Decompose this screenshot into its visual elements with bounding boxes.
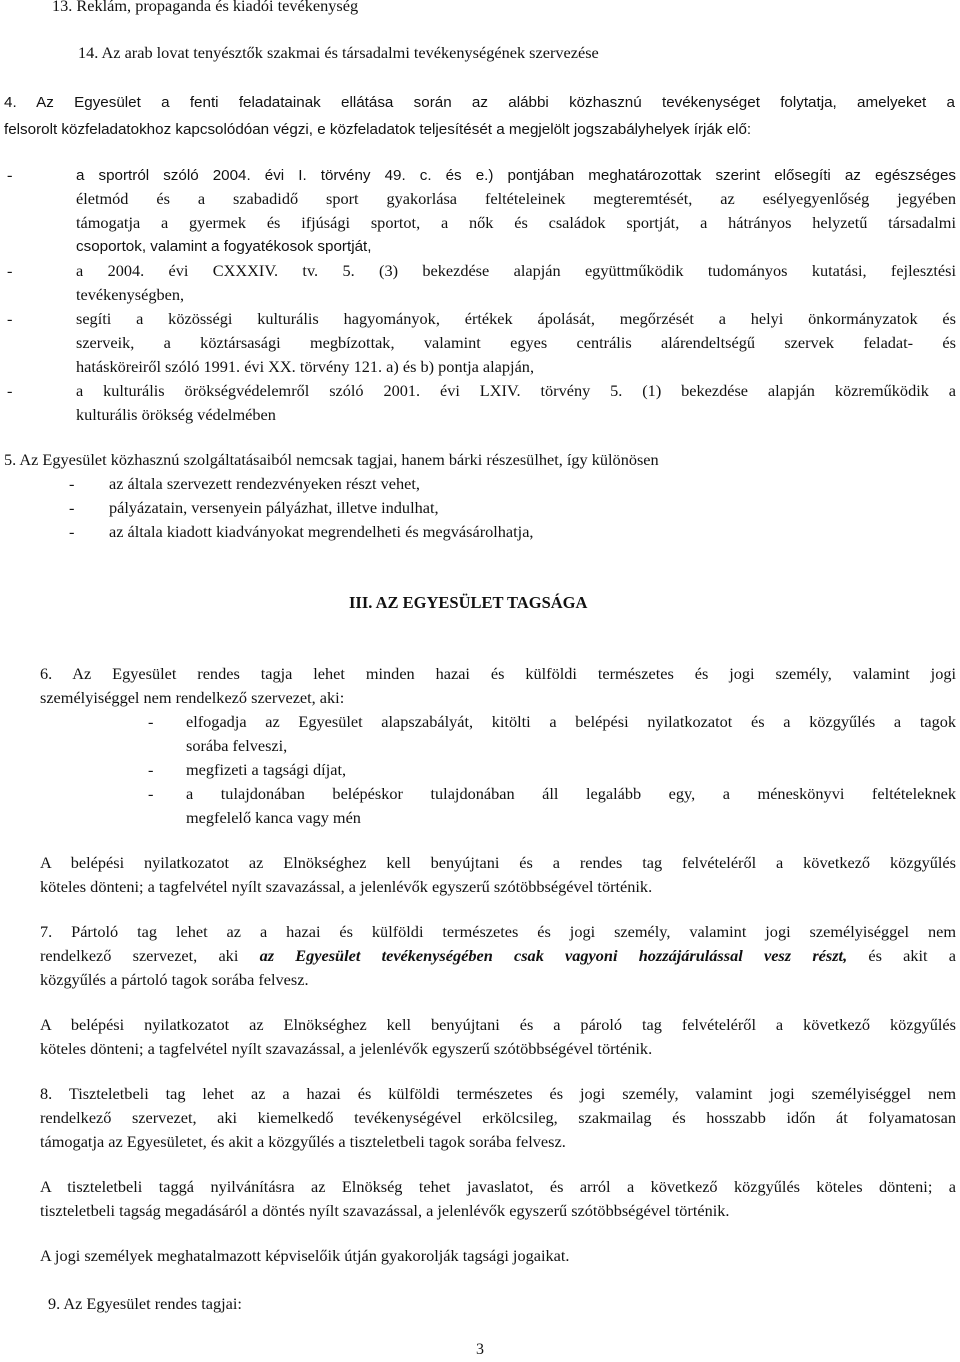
section-8-line-3: támogatja az Egyesületet, és akit a közgyűlés a tiszteletbeli tagok sorába felvesz. <box>40 1132 566 1151</box>
list-dash: - <box>69 498 75 517</box>
section-6-para-line-1: A belépési nyilatkozatot az Elnökséghez kell benyújtani és a rendes tag felvételéről a következő közgyűlés <box>40 853 956 872</box>
list-dash: - <box>7 381 13 400</box>
section-4-item-4-line-1: a kulturális örökségvédelemről szóló 2001. évi LXIV. törvény 5. (1) bekezdése alapján közreműködik a <box>76 381 956 400</box>
page-number: 3 <box>476 1341 484 1358</box>
section-6-para-line-2: köteles dönteni; a tagfelvétel nyílt szavazással, a jelenlévők egyszerű szótöbbségével történik. <box>40 877 653 896</box>
list-dash: - <box>69 474 75 493</box>
section-4-item-4-line-2: kulturális örökség védelmében <box>76 405 276 424</box>
section-4-item-1-line-4: csoportok, valamint a fogyatékosok sportját, <box>76 238 372 255</box>
section-6-line-2: személyiséggel nem rendelkező szervezet, aki: <box>40 688 345 707</box>
section-6-item-3-line-1: a tulajdonában belépéskor tulajdonában áll legalább egy, a méneskönyvi feltételeknek <box>186 784 956 803</box>
section-4-item-1-line-1: a sportról szóló 2004. évi I. törvény 49. c. és e.) pontjában meghatározottak szerint elősegíti az egészséges <box>76 167 956 184</box>
list-dash: - <box>69 522 75 541</box>
section-6-item-1-line-2: sorába felveszi, <box>186 736 288 755</box>
emphasis-text: az Egyesület tevékenységében csak vagyoni hozzájárulással vesz részt, <box>259 946 848 965</box>
list-dash: - <box>7 309 13 328</box>
section-7-line-1: 7. Pártoló tag lehet az a hazai és külföldi természetes és jogi személy, valamint jogi személyiséggel nem <box>40 922 956 941</box>
section-7-para-line-2: köteles dönteni; a tagfelvétel nyílt szavazással, a jelenlévők egyszerű szótöbbségével történik. <box>40 1039 653 1058</box>
section-4-item-1-line-3: támogatja a gyermek és ifjúsági sportot, a nők és családok sportját, a hátrányos helyzetű társadalmi <box>76 213 956 232</box>
section-4-item-2-line-2: tevékenységben, <box>76 285 185 304</box>
section-6-item-2-line-1: megfizeti a tagsági díjat, <box>186 760 347 779</box>
section-8-para-line-1: A tiszteletbeli taggá nyilvánításra az Elnökség tehet javaslatot, és arról a következő közgyűlés köteles dönteni; a <box>40 1177 956 1196</box>
section-5-item-3: az általa kiadott kiadványokat megrendelheti és megvásárolhatja, <box>109 522 534 541</box>
list-dash: - <box>7 165 13 184</box>
section-5-item-1: az általa szervezett rendezvényeken részt vehet, <box>109 474 420 493</box>
section-4-item-3-line-1: segíti a közösségi kulturális hagyományok, értékek ápolását, megőrzését a helyi önkormányzatok és <box>76 309 956 328</box>
section-4-item-3-line-3: hatásköreiről szóló 1991. évi XX. törvény 121. a) és b) pontja alapján, <box>76 357 535 376</box>
list-dash: - <box>148 712 154 731</box>
section-4-line-2: felsorolt közfeladatokhoz kapcsolódóan végzi, e közfeladatok teljesítését a megjelölt jogszabályhelyek írják elő: <box>4 121 752 138</box>
section-9-line: 9. Az Egyesület rendes tagjai: <box>48 1294 242 1313</box>
section-6-item-1-line-1: elfogadja az Egyesület alapszabályát, kitölti a belépési nyilatkozatot és a közgyűlés a tagok <box>186 712 956 731</box>
list-dash: - <box>148 784 154 803</box>
chapter-heading: III. AZ EGYESÜLET TAGSÁGA <box>349 593 588 612</box>
section-5-item-2: pályázatain, versenyein pályázhat, illetve indulhat, <box>109 498 439 517</box>
section-8-line-1: 8. Tiszteletbeli tag lehet az a hazai és külföldi természetes és jogi személy, valamint jogi személyiséggel nem <box>40 1084 956 1103</box>
section-7-line-3: közgyűlés a pártoló tagok sorába felvesz. <box>40 970 309 989</box>
section-8-para-line-2: tiszteletbeli tagság megadásáról a döntés nyílt szavazással, a jelenlévők egyszerű szótöbbségével történik. <box>40 1201 730 1220</box>
section-7-line-2: rendelkező szervezet, aki az Egyesület tevékenységében csak vagyoni hozzájárulással vesz részt, és akit a <box>40 946 956 965</box>
section-4-item-1-line-2: életmód és a szabadidő sport gyakorlása feltételeinek megteremtését, az esélyegyenlőség jegyében <box>76 189 956 208</box>
section-4-line-1: 4. Az Egyesület a fenti feladatainak ellátása során az alábbi közhasznú tevékenységet folytatja, amelyeket a <box>4 94 955 111</box>
section-7-para-line-1: A belépési nyilatkozatot az Elnökséghez kell benyújtani és a pároló tag felvételéről a következő közgyűlés <box>40 1015 956 1034</box>
list-dash: - <box>7 261 13 280</box>
section-6-item-3-line-2: megfelelő kanca vagy mén <box>186 808 361 827</box>
section-8-line-2: rendelkező szervezet, aki kiemelkedő tevékenységével erkölcsileg, szakmailag és hosszabb időn át folyamatosan <box>40 1108 956 1127</box>
section-5-line-1: 5. Az Egyesület közhasznú szolgáltatásaiból nemcsak tagjai, hanem bárki részesülhet, így különösen <box>4 450 659 469</box>
section-6-line-1: 6. Az Egyesület rendes tagja lehet minden hazai és külföldi természetes és jogi személy, valamint jogi <box>40 664 956 683</box>
list-item-13: 13. Reklám, propaganda és kiadói tevékenység <box>52 0 359 15</box>
section-8-para-2: A jogi személyek meghatalmazott képviselőik útján gyakorolják tagsági jogaikat. <box>40 1246 570 1265</box>
section-4-item-3-line-2: szerveik, a köztársasági megbízottak, valamint egyes centrális alárendeltségű szervek feladat- és <box>76 333 956 352</box>
list-item-14: 14. Az arab lovat tenyésztők szakmai és társadalmi tevékenységének szervezése <box>78 43 599 62</box>
list-dash: - <box>148 760 154 779</box>
section-4-item-2-line-1: a 2004. évi CXXXIV. tv. 5. (3) bekezdése alapján együttműködik tudományos kutatási, fejlesztési <box>76 261 956 280</box>
